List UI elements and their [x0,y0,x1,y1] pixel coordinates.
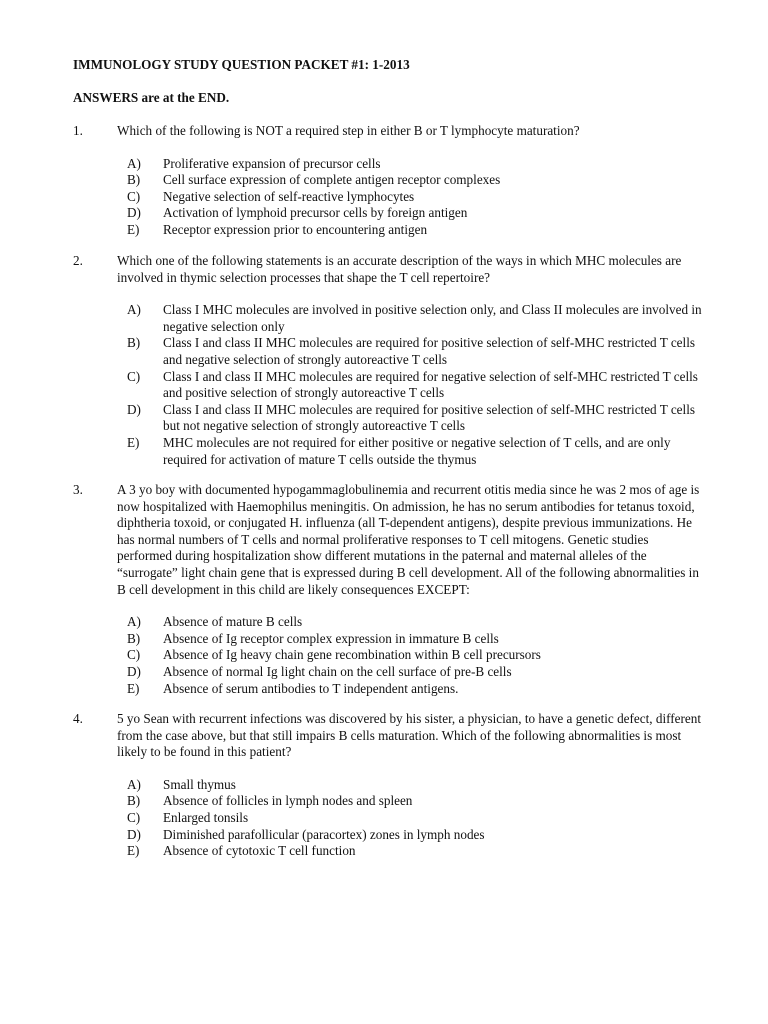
option-text: Small thymus [163,776,236,792]
option-text: Cell surface expression of complete antigen receptor complexes [163,172,501,188]
answer-option-a [127,777,703,794]
option-text: Proliferative expansion of precursor cells [163,155,381,171]
answer-option-a [127,614,703,631]
option-letter: A) [127,302,141,318]
option-letter: D) [127,663,141,679]
option-letter: E) [127,843,140,859]
answer-options [127,777,703,860]
answer-options [127,614,703,697]
answer-option-e [127,843,703,860]
option-letter: C) [127,188,141,204]
option-letter: E) [127,680,140,696]
answer-option-d [127,827,703,844]
answer-option-e [127,222,703,239]
option-text: Class I MHC molecules are involved in positive selection only, and Class II molecules are involved in negative selection only [163,302,702,334]
question-number: 2. [73,253,83,268]
question-text: A 3 yo boy with documented hypogammaglobulinemia and recurrent otitis media since he was 2 mos of age is now hospitalized with Haemophilus meningitis. On admission, he has no serum antibodies for tetanus toxoid, diphtheria toxoid, or conjugated H. influenza (all T-dependent antigens), despite previous immunizations. He has normal numbers of T cells and normal proliferative responses to T cell mitogens. Genetic studies performed during hospitalization show different mutations in the paternal and maternal alleles of the “surrogate” light chain gene that is expressed during B cell development. All of the following abnormalities in B cell development in this child are likely consequences EXCEPT: [117,482,700,597]
option-text: Activation of lymphoid precursor cells by foreign antigen [163,205,468,221]
option-letter: B) [127,335,141,351]
option-text: Class I and class II MHC molecules are required for positive selection of self-MHC restricted T cells and negative selection of strongly autoreactive T cells [163,335,695,367]
option-text: Negative selection of self-reactive lymphocytes [163,188,415,204]
option-text: Absence of Ig receptor complex expression in immature B cells [163,630,499,646]
option-letter: C) [127,368,141,384]
answer-option-c [127,369,703,402]
question-text: Which of the following is NOT a required step in either B or T lymphocyte maturation? [117,123,580,138]
question-3 [73,482,703,697]
answer-option-b [127,172,703,189]
question-text: 5 yo Sean with recurrent infections was discovered by his sister, a physician, to have a genetic defect, different from the case above, but that still impairs B cells maturation. Which of the following abnormalities is most likely to be found in this patient? [117,711,702,760]
option-letter: E) [127,434,140,450]
answer-option-b [127,793,703,810]
option-text: Absence of serum antibodies to T independent antigens. [163,680,459,696]
answer-option-a [127,156,703,173]
answer-options [127,302,703,468]
option-letter: E) [127,221,140,237]
option-text: Absence of cytotoxic T cell function [163,843,356,859]
question-text: Which one of the following statements is an accurate description of the ways in which MHC molecules are involved in thymic selection processes that shape the T cell repertoire? [117,253,682,285]
answer-option-b [127,335,703,368]
option-text: Absence of normal Ig light chain on the cell surface of pre-B cells [163,663,512,679]
question-number: 1. [73,123,83,138]
answer-option-c [127,189,703,206]
answer-option-c [127,810,703,827]
option-text: Absence of follicles in lymph nodes and spleen [163,793,413,809]
option-letter: D) [127,826,141,842]
option-letter: A) [127,776,141,792]
question-4 [73,711,703,860]
answer-option-d [127,664,703,681]
answer-option-c [127,647,703,664]
option-letter: C) [127,647,141,663]
option-letter: B) [127,793,141,809]
question-2 [73,253,703,468]
option-text: Receptor expression prior to encountering antigen [163,221,428,237]
document-title: IMMUNOLOGY STUDY QUESTION PACKET #1: 1-2013 [73,57,410,72]
option-text: Diminished parafollicular (paracortex) zones in lymph nodes [163,826,485,842]
answer-option-b [127,631,703,648]
answer-options [127,156,703,239]
option-letter: B) [127,630,141,646]
answer-option-a [127,302,703,335]
option-text: Enlarged tonsils [163,809,249,825]
answer-option-d [127,205,703,222]
option-text: Class I and class II MHC molecules are required for negative selection of self-MHC restricted T cells and positive selection of strongly autoreactive T cells [163,368,698,401]
question-1 [73,123,703,239]
answer-option-e [127,681,703,698]
answer-option-d [127,402,703,435]
question-number: 4. [73,711,83,726]
option-letter: D) [127,205,141,221]
option-text: Class I and class II MHC molecules are required for positive selection of self-MHC restricted T cells but not negative selection of strongly autoreactive T cells [163,401,695,434]
answer-option-e [127,435,703,468]
answers-note: ANSWERS are at the END. [73,90,230,105]
option-letter: A) [127,155,141,171]
question-number: 3. [73,482,83,497]
option-text: Absence of mature B cells [163,614,303,630]
option-letter: D) [127,401,141,417]
option-letter: A) [127,614,141,630]
option-text: Absence of Ig heavy chain gene recombination within B cell precursors [163,647,541,663]
option-letter: B) [127,172,141,188]
option-letter: C) [127,809,141,825]
option-text: MHC molecules are not required for either positive or negative selection of T cells, and are only required for activation of mature T cells outside the thymus [163,434,671,467]
